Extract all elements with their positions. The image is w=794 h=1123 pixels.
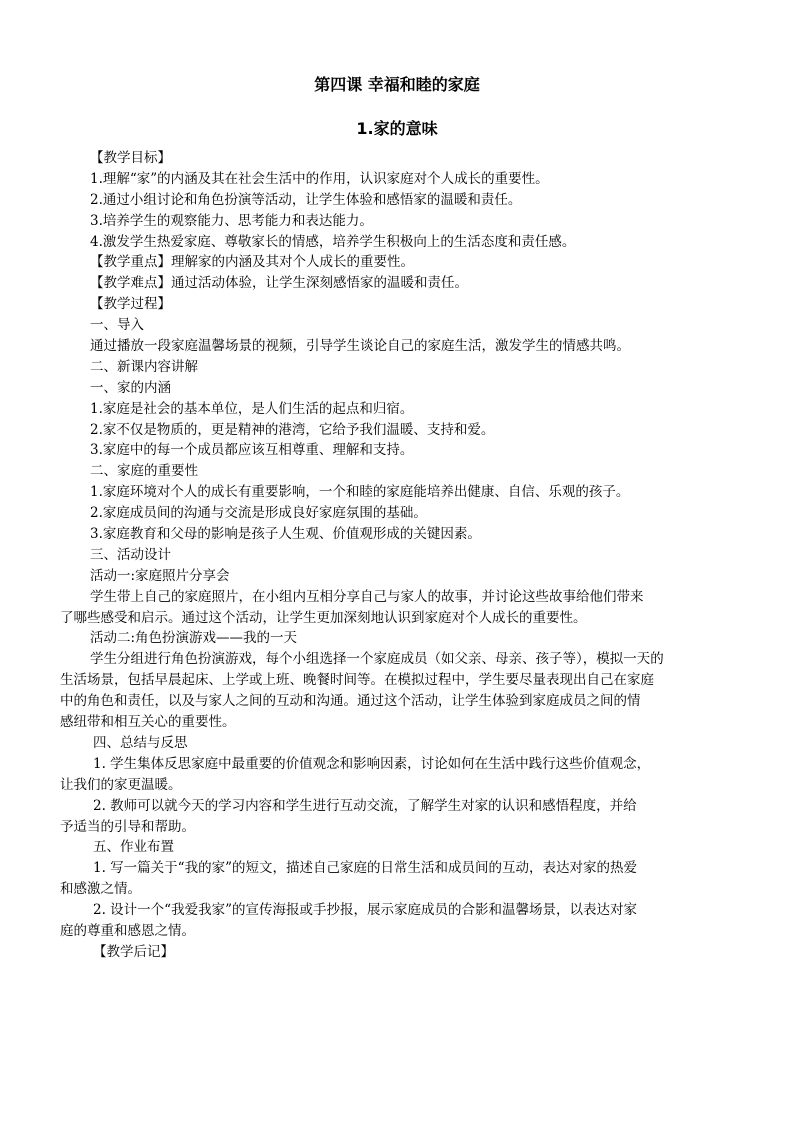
section2-heading: 二、新课内容讲解	[90, 358, 198, 375]
key-point-label: 【教学重点】	[90, 254, 171, 271]
activity2-line: 中的角色和责任，以及与家人之间的互动和沟通。通过这个活动，让学生体验到家庭成员之间的情	[60, 693, 641, 710]
objective-item: 4.激发学生热爱家庭、尊敬家长的情感，培养学生积极向上的生活态度和责任感。	[90, 233, 576, 250]
section2-sub1-item: 2.家不仅是物质的，更是精神的港湾，它给予我们温暖、支持和爱。	[90, 421, 495, 438]
lesson-title: 第四课 幸福和睦的家庭	[314, 75, 480, 94]
section4-p2-line: 予适当的引导和帮助。	[60, 818, 195, 835]
difficulty-text: 通过活动体验，让学生深刻感悟家的温暖和责任。	[171, 275, 468, 292]
section4-p1-line: 1. 学生集体反思家庭中最重要的价值观念和影响因素，讨论如何在生活中践行这些价值观念，	[93, 755, 651, 772]
section5-heading: 五、作业布置	[93, 839, 174, 856]
section5-p1-line: 和感激之情。	[60, 881, 141, 898]
section2-sub2-item: 3.家庭教育和父母的影响是孩子人生观、价值观形成的关键因素。	[90, 526, 481, 543]
section2-sub2-item: 2.家庭成员间的沟通与交流是形成良好家庭氛围的基础。	[90, 505, 427, 522]
section5-p2-line: 2. 设计一个“我爱我家”的宣传海报或手抄报，展示家庭成员的合影和温馨场景，以表达对家	[93, 902, 637, 919]
difficulty	[90, 273, 726, 294]
section1-heading: 一、导入	[90, 317, 144, 334]
process-heading: 【教学过程】	[90, 296, 171, 313]
activity2-line: 感纽带和相互关心的重要性。	[60, 714, 236, 731]
section4-heading: 四、总结与反思	[93, 734, 188, 751]
objective-item: 3.培养学生的观察能力、思考能力和表达能力。	[90, 212, 373, 229]
section2-sub1-item: 3.家庭中的每一个成员都应该互相尊重、理解和支持。	[90, 442, 414, 459]
key-point	[90, 252, 726, 273]
activity2-title: 活动二:角色扮演游戏——我的一天	[90, 630, 298, 647]
activity2-line: 生活场景，包括早晨起床、上学或上班、晚餐时间等。在模拟过程中，学生要尽量表现出自己在家庭	[60, 672, 654, 689]
difficulty-label: 【教学难点】	[90, 275, 171, 292]
activity1-line: 学生带上自己的家庭照片，在小组内互相分享自己与家人的故事，并讨论这些故事给他们带来	[90, 588, 644, 605]
section5-p1-line: 1. 写一篇关于“我的家”的短文，描述自己家庭的日常生活和成员间的互动，表达对家的热爱	[93, 860, 637, 877]
section2-sub1-heading: 一、家的内涵	[90, 379, 171, 396]
section2-sub1-item: 1.家庭是社会的基本单位，是人们生活的起点和归宿。	[90, 400, 414, 417]
section3-heading: 三、活动设计	[90, 546, 171, 563]
postscript-heading: 【教学后记】	[93, 943, 174, 960]
lesson-body	[60, 148, 726, 963]
section1-text: 通过播放一段家庭温馨场景的视频，引导学生谈论自己的家庭生活，激发学生的情感共鸣。	[90, 338, 630, 355]
objectives-heading: 【教学目标】	[90, 150, 171, 166]
section5-p2-line: 庭的尊重和感恩之情。	[60, 922, 195, 939]
objective-item: 1.理解“家”的内涵及其在社会生活中的作用，认识家庭对个人成长的重要性。	[90, 170, 549, 187]
activity2-line: 学生分组进行角色扮演游戏，每个小组选择一个家庭成员（如父亲、母亲、孩子等），模拟一天的	[90, 651, 664, 668]
section4-p1-line: 让我们的家更温暖。	[60, 776, 182, 793]
section4-p2-line: 2. 教师可以就今天的学习内容和学生进行互动交流，了解学生对家的认识和感悟程度，并给	[93, 797, 637, 814]
activity1-line: 了哪些感受和启示。通过这个活动，让学生更加深刻地认识到家庭对个人成长的重要性。	[60, 609, 587, 626]
section2-sub2-item: 1.家庭环境对个人的成长有重要影响，一个和睦的家庭能培养出健康、自信、乐观的孩子。	[90, 484, 630, 501]
section2-sub2-heading: 二、家庭的重要性	[90, 463, 198, 480]
activity1-title: 活动一:家庭照片分享会	[90, 567, 230, 584]
lesson-subtitle: 1.家的意味	[356, 119, 438, 138]
key-point-text: 理解家的内涵及其对个人成长的重要性。	[171, 254, 414, 271]
objective-item: 2.通过小组讨论和角色扮演等活动，让学生体验和感悟家的温暖和责任。	[90, 191, 522, 208]
